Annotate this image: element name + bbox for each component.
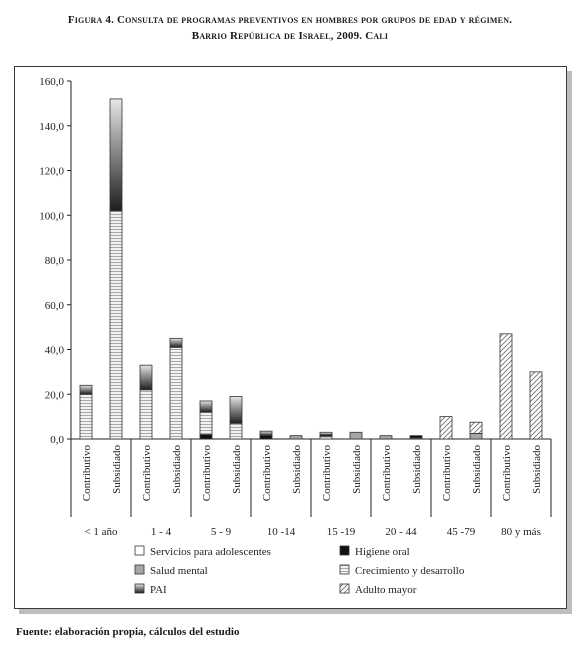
bar-segment: [170, 347, 182, 439]
x-subcategory-label: Subsidiado: [471, 445, 483, 494]
legend-swatch-salud_mental: [135, 565, 144, 574]
x-subcategory-label: Subsidiado: [171, 445, 183, 494]
bar-segment: [260, 436, 272, 439]
x-subcategory-label: Contributivo: [381, 445, 393, 502]
y-tick-label: 80,0: [44, 255, 64, 267]
bar-segment: [350, 432, 362, 439]
legend-label: Crecimiento y desarrollo: [355, 565, 465, 577]
bar-segment: [80, 385, 92, 394]
x-group-label: 45 -79: [446, 526, 476, 538]
x-subcategory-label: Contributivo: [501, 445, 513, 502]
bar-segment: [140, 390, 152, 439]
y-tick-label: 60,0: [44, 299, 64, 312]
bar-segment: [230, 423, 242, 439]
x-group-label: 1 - 4: [150, 526, 172, 538]
x-subcategory-label: Contributivo: [261, 445, 273, 502]
x-group-label: 5 - 9: [210, 526, 232, 538]
y-tick-label: 160,0: [39, 76, 64, 88]
bar-segment: [470, 433, 482, 439]
bar-segment: [380, 436, 392, 439]
bar-segment: [290, 436, 302, 439]
bar-segment: [80, 394, 92, 439]
legend-label: Adulto mayor: [355, 584, 417, 596]
x-subcategory-label: Subsidiado: [411, 445, 423, 494]
legend-label: PAI: [150, 584, 167, 596]
legend-swatch-crecimiento: [340, 565, 349, 574]
x-group-label: 10 -14: [266, 526, 296, 538]
chart: [15, 67, 566, 608]
bar-segment: [530, 372, 542, 439]
x-group-label: 20 - 44: [385, 526, 417, 538]
y-tick-label: 140,0: [39, 120, 64, 133]
x-subcategory-label: Subsidiado: [291, 445, 303, 494]
x-subcategory-label: Contributivo: [81, 445, 93, 502]
x-subcategory-label: Contributivo: [141, 445, 153, 502]
legend-label: Higiene oral: [355, 546, 410, 558]
x-group-label: < 1 año: [84, 526, 118, 538]
legend-swatch-pai: [135, 584, 144, 593]
legend-swatch-higiene_oral: [340, 546, 349, 555]
y-tick-label: 100,0: [39, 210, 64, 223]
bar-segment: [320, 432, 332, 434]
bar-segment: [230, 396, 242, 423]
bar-segment: [440, 417, 452, 439]
x-group-label: 80 y más: [501, 526, 541, 538]
bar-segment: [470, 422, 482, 433]
y-tick-label: 40,0: [44, 344, 64, 357]
y-tick-label: 120,0: [39, 165, 64, 178]
bar-segment: [410, 436, 422, 438]
x-subcategory-label: Contributivo: [201, 445, 213, 502]
bar-segment: [200, 435, 212, 439]
x-subcategory-label: Subsidiado: [111, 445, 123, 494]
x-subcategory-label: Subsidiado: [351, 445, 363, 494]
bar-segment: [200, 412, 212, 434]
bar-segment: [110, 211, 122, 439]
legend-label: Servicios para adolescentes: [150, 546, 271, 558]
bar-segment: [500, 334, 512, 439]
y-tick-label: 0,0: [50, 434, 64, 446]
x-subcategory-label: Contributivo: [441, 445, 453, 502]
bar-segment: [260, 431, 272, 435]
legend-label: Salud mental: [150, 565, 208, 577]
bar-segment: [170, 338, 182, 347]
bar-segment: [200, 401, 212, 412]
bar-segment: [110, 99, 122, 211]
chart-title: Figura 4. Consulta de programas preventivos en hombres por grupos de edad y régimen.: [67, 14, 513, 26]
x-subcategory-label: Contributivo: [321, 445, 333, 502]
chart-subtitle: Barrio República de Israel, 2009. Cali: [191, 30, 389, 42]
x-subcategory-label: Subsidiado: [531, 445, 543, 494]
chart-panel: [14, 66, 567, 609]
legend-swatch-adolescentes: [135, 546, 144, 555]
y-tick-label: 20,0: [44, 389, 64, 402]
x-subcategory-label: Subsidiado: [231, 445, 243, 494]
x-group-label: 15 -19: [326, 526, 356, 538]
source-note: Fuente: elaboración propia, cálculos del estudio: [16, 626, 240, 638]
legend-swatch-adulto_mayor: [340, 584, 349, 593]
bar-segment: [140, 365, 152, 390]
